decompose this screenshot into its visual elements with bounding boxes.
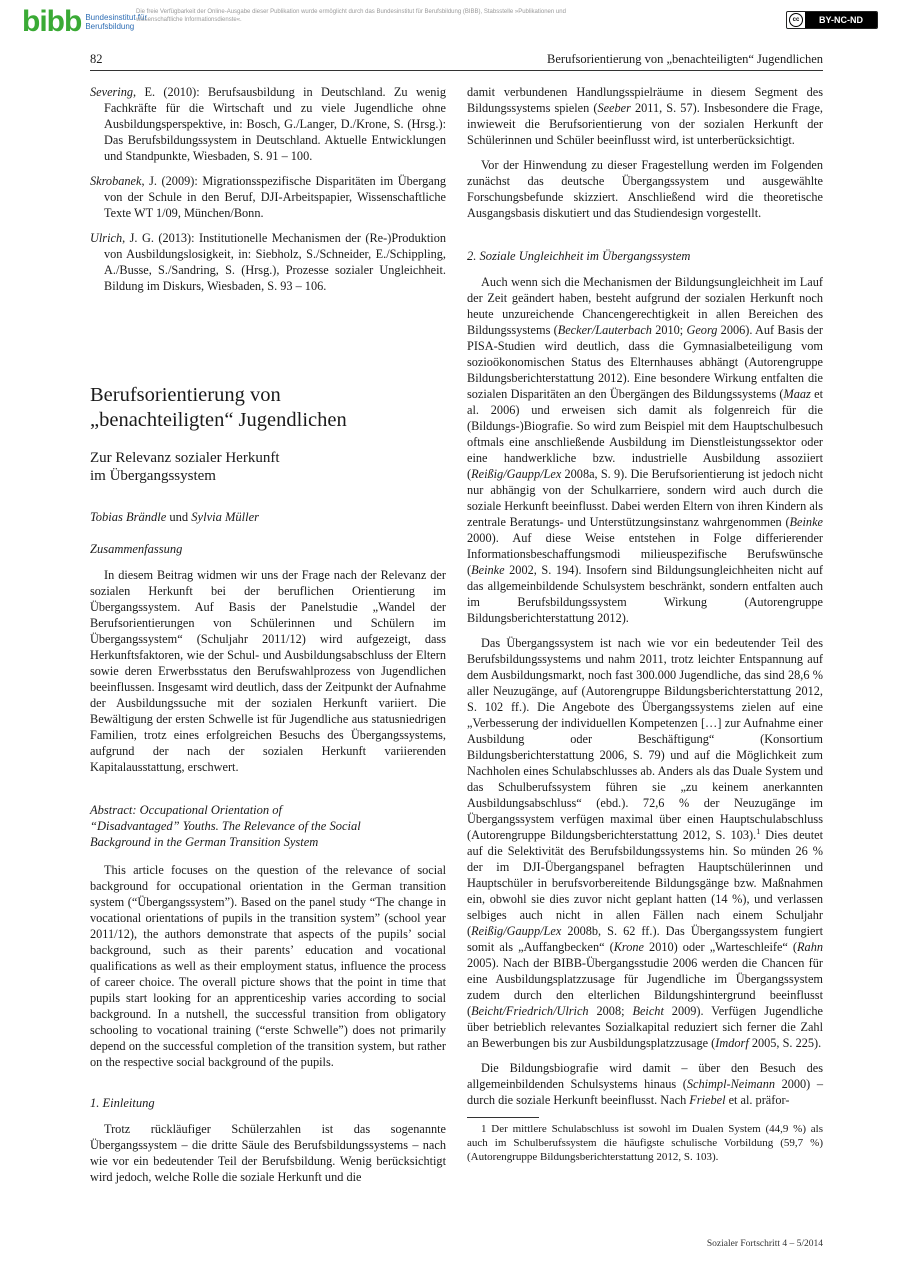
citation: Georg [686, 323, 718, 337]
reference-item [90, 84, 446, 164]
reference-text: , J. G. (2013): Institutionelle Mechanismen der (Re-)Produktion von Ausbildungslosigkeit, in: Siebholz, S./Schneider, E./Schippling, A./Busse, S./Sandring, S. (Hrsg.), Prozesse sozialer Ungleichheit. Bildung im Diskurs, Wiesbaden, S. 93 – 106. [104, 231, 446, 293]
body-paragraph: Vor der Hinwendung zu dieser Fragestellung werden im Folgenden zunächst das deutsche Übergangssystem und ausgewählte Forschungsbefunde skizziert. Anschließend wird die theoretische Ausgangsbasis diskutiert und das Studiendesign vorgestellt. [467, 158, 823, 220]
citation: Seeber [597, 101, 631, 115]
text-run: Auch wenn sich die Mechanismen der Bildungsungleichheit im Lauf der Zeit geändert haben, besteht aufgrund der sozialen Herkunft noch heute unzureichende Chancengerechtigkeit in allen Bereichen des Bildungssystems ( [467, 275, 823, 337]
abstract-heading-line-3: Background in the German Transition System [90, 835, 319, 849]
citation: Maaz [783, 387, 811, 401]
footnote [467, 1122, 823, 1164]
logo-line-1: Bundesinstitut für [85, 13, 148, 22]
abstract-text: This article focuses on the question of the relevance of social background for occupational orientation in the German transition system (“Übergangssystem”). Based on the panel study “The change in vocational orientations of pupils in the transition system” (school year 2011/12), the authors demonstrate that aspects of the pupils’ social background, such as their parents’ education and vocational qualifications as well as their employment status, influence the process of career choice. The overall picture shows that the point in time that pupils start looking for an apprenticeship varies according to social background. In a nutshell, the successful transition from obligatory schooling to vocational training (“erste Schwelle”) does not primarily depend on the successful completion of the transition system, but rather on the respective social background of the pupils. [90, 863, 446, 1069]
creative-commons-icon [787, 12, 805, 28]
footnote-divider [467, 1117, 539, 1118]
citation: Krone [613, 940, 645, 954]
text-run: 2008; [588, 1004, 633, 1018]
journal-footer: Sozialer Fortschritt 4 – 5/2014 [706, 1239, 823, 1249]
section-heading: 1. Einleitung [90, 1096, 155, 1110]
right-column [467, 84, 823, 1164]
section-heading: 2. Soziale Ungleichheit im Übergangssystem [467, 249, 691, 263]
citation: Beinke [789, 515, 823, 529]
running-title: Berufsorientierung von „benachteiligten“ Jugendlichen [547, 52, 823, 66]
text-run: Das Übergangssystem ist nach wie vor ein bedeutender Teil des Berufsbildungssystems und nahm 2011, trotz leichter Entspannung auf dem Ausbildungsmarkt, noch fast 300.000 Jugendliche, das sind 28,6 % aller Neuzugänge, auf (Autorengruppe Bildungsberichterstattung 2012, S. 102 ff.). Die Angebote des Übergangssystems zielen auf eine „Verbesserung der individuellen Kompetenzen […] zur Aufnahme einer Ausbildung oder Beschäftigung“ (Konsortium Bildungsberichterstattung 2006, S. 79) und auf die Möglichkeit zum Nachholen eines Schulabschlusses ab. Anders als das Duale System und das Schulberufssystem führen sie „zu keinem anerkannten Ausbildungsabschluss“ (ebd.). 72,6 % der Neuzugänge im Übergangssystem verfügen maximal über einen Hauptschulabschluss (Autorengruppe Bildungsberichterstattung 2012, S. 103). [467, 636, 823, 842]
logo-mark: bibb [22, 5, 82, 38]
abstract-heading-line-1: Abstract: Occupational Orientation of [90, 803, 282, 817]
body-paragraph [467, 274, 823, 626]
author-conjunction: und [166, 510, 192, 524]
body-paragraph [467, 84, 823, 148]
article-title-line-2: „benachteiligten“ Jugendlichen [90, 409, 347, 431]
text-run: 2005). Nach der BIBB-Übergangsstudie 2006 werden die Chancen für eine Ausbildungsplatzzusage für Jugendliche im Übergangssystem zudem durch den elterlichen Bildungshintergrund beeinflusst ( [467, 956, 823, 1018]
citation: Becker/Lauterbach [557, 323, 652, 337]
reference-author: Skrobanek [90, 174, 142, 188]
text-run: Dies deutet auf die Selektivität des Berufsbildungssystems hin. So münden 26 % der im DJI-Übergangspanel befragten Hauptschülerinnen und Hauptschüler in berufsvorbereitende Bildungsgänge bzw. Maßnahmen ein, obwohl sie dies zuvor nicht geplant hatten (14 %), und verlassen selbiges auch nicht in allen Fällen nach einem Schuljahr ( [467, 828, 823, 938]
text-run: 2010) oder „Warteschleife“ ( [644, 940, 798, 954]
citation: Imdorf [715, 1036, 749, 1050]
cc-icon-label: cc [789, 13, 803, 27]
footnote-text: Der mittlere Schulabschluss ist sowohl im Dualen System (44,9 %) als auch im Schulberufssystem die häufigste schulische Vorbildung (59,7 %) (Autorengruppe Bildungsberichterstattung 2012, S. 103). [467, 1123, 823, 1163]
article-title-line-1: Berufsorientierung von [90, 384, 281, 406]
article-subtitle [90, 449, 446, 485]
text-run: 2002, S. 194). Insofern sind Bildungsungleichheiten nicht auf das allgemeinbildende Schulsystem beschränkt, sondern entfalten auch im Berufsbildungssystem Wirkung (Autorengruppe Bildungsberichterstattung 2012). [467, 563, 823, 625]
text-run: 2000) – durch die soziale Herkunft beeinflusst. Nach [467, 1077, 823, 1107]
citation: Beicht [632, 1004, 664, 1018]
body-paragraph [467, 635, 823, 1051]
reference-text: , J. (2009): Migrationsspezifische Disparitäten im Übergang von der Schule in den Beruf, DJI-Arbeitspapier, Wissenschaftliche Texte WT 1/09, München/Bonn. [104, 174, 446, 220]
license-badge[interactable] [786, 11, 878, 29]
text-run: et al. 2006) und erweisen sich damit als folgenreich für die (Bildungs-)Biografie. So wird zum Beispiel mit dem Hauptschulbesuch oftmals eine anschließende Ausbildung im Dienstleistungssektor oder eine handwerkliche bzw. industrielle Ausbildung assoziiert ( [467, 387, 823, 481]
summary-heading: Zusammenfassung [90, 542, 183, 556]
reference-author: Severing [90, 85, 134, 99]
reference-item [90, 230, 446, 294]
body-paragraph: Trotz rückläufiger Schülerzahlen ist das sogenannte Übergangssystem – die dritte Säule des Berufsbildungssystems – nach wie vor ein bedeutender Teil der Berufsbildung. Wenig berücksichtigt wird jedoch, welche Rolle die soziale Herkunft und die [90, 1122, 446, 1184]
footnote-ref[interactable]: 1 [756, 826, 761, 836]
reference-author: Ulrich [90, 231, 123, 245]
top-bar [0, 0, 900, 44]
citation: Beicht/Friedrich/Ulrich [471, 1004, 589, 1018]
page-number: 82 [90, 52, 103, 66]
running-header [90, 52, 823, 71]
text-run: 2009). Verfügen Jugendliche über betrieblich relevantes Sozialkapital reduziert sich ferner die Zahl an Bewerbungen bis zur Ausbildungsplatzzusage ( [467, 1004, 823, 1050]
text-run: Die Bildungsbiografie wird damit – über den Besuch des allgemeinbildenden Schulsystems hinaus ( [467, 1061, 823, 1091]
citation: Schimpl-Neimann [686, 1077, 775, 1091]
citation: Reißig/Gaupp/Lex [471, 467, 562, 481]
availability-notice: Die freie Verfügbarkeit der Online-Ausgabe dieser Publikation wurde ermöglicht durch das Bundesinstitut für Berufsbildung (BIBB), Stabsstelle »Publikationen und wissenschaftliche Informationsdienste«. [136, 9, 566, 23]
license-label: BY-NC-ND [805, 12, 877, 28]
article-subtitle-line-1: Zur Relevanz sozialer Herkunft [90, 450, 280, 466]
author-name: Tobias Brändle [90, 510, 167, 524]
citation: Reißig/Gaupp/Lex [471, 924, 562, 938]
citation: Friebel [689, 1093, 726, 1107]
text-run: 2008b, S. 62 ff.). Das Übergangssystem fungiert somit als „Auffangbecken“ ( [467, 924, 823, 954]
text-run: et al. präfor- [725, 1093, 790, 1107]
text-run: 2006). Auf Basis der PISA-Studien wird deutlich, dass die Gymnasialbeteiligung vom sozioökonomischen Status des Elternhauses abhängt (Autorengruppe Bildungsberichterstattung 2012). Eine besondere Wirkung entfalten die sozialen Disparitäten an den Übergängen des Bildungssystems ( [467, 323, 823, 401]
authors [90, 509, 446, 525]
text-run: 2000). Auf diese Weise entstehen in Folge differierender Informationsbeschaffungsmodi milieuspezifische Berufswünsche ( [467, 531, 823, 577]
abstract-heading [90, 802, 446, 850]
citation: Rahn [797, 940, 823, 954]
text-run: 2011, S. 57). Insbesondere die Frage, inwieweit die Berufsorientierung von der sozialen Herkunft der Schülerinnen und Schüler beeinflusst wird, ist unterberücksichtigt. [467, 101, 823, 147]
article-title [90, 383, 446, 433]
body-paragraph [467, 1060, 823, 1108]
text-run: 2005, S. 225). [748, 1036, 822, 1050]
footnote-number: 1 [481, 1123, 487, 1135]
left-column [90, 84, 446, 1194]
article-subtitle-line-2: im Übergangssystem [90, 468, 216, 484]
text-run: damit verbundenen Handlungsspielräume in diesem Segment des Bildungssystems spielen ( [467, 85, 823, 115]
text-run: 2008a, S. 9). Die Berufsorientierung ist jedoch nicht nur abhängig von der Schulkarriere, sondern wird auch durch die soziale Herkunft beeinflusst. Dabei werden Eltern von ihren Kindern als zentrale Beratungs- und Unterstützungsinstanz wahrgenommen ( [467, 467, 823, 529]
abstract-heading-line-2: “Disadvantaged” Youths. The Relevance of the Social [90, 819, 361, 833]
author-name: Sylvia Müller [191, 510, 259, 524]
reference-item [90, 173, 446, 221]
citation: Beinke [471, 563, 505, 577]
reference-text: , E. (2010): Berufsausbildung in Deutschland. Zu wenig Fachkräfte für die Wirtschaft und zu viele Jugendliche ohne Ausbildungsperspektive, in: Bosch, G./Langer, D./Krone, S. (Hrsg.): Das Berufsbildungssystem in Deutschland. Aktuelle Entwicklungen und Standpunkte, Wiesbaden, S. 91 – 100. [104, 85, 446, 163]
text-run: 2010; [651, 323, 687, 337]
logo-line-2: Berufsbildung [85, 22, 135, 31]
summary-text: In diesem Beitrag widmen wir uns der Frage nach der Relevanz der sozialen Herkunft bei der beruflichen Orientierung im Übergangssystem. Auf Basis der Panelstudie „Wandel der Berufsorientierungen von Schülerinnen und Schülern im Übergangssystem“ (Schuljahr 2011/12) wird aufgezeigt, dass Herkunftsfaktoren, wie der Schul- und Ausbildungsabschluss der Eltern sowie deren Erwerbsstatus den Berufswahlprozess von Jugendlichen beeinflussen. Insgesamt wird deutlich, dass der Zeitpunkt der Aufnahme der Ausbildungssuche mit der sozialen Herkunft variiert. Die Bewältigung der ersten Schwelle ist für Jugendliche aus statusniedrigen Familien, trotz eines erfolgreichen Besuchs des Übergangssystems, aufgrund der nach der sozialen Herkunft variierenden Kapitalausstattung, erschwert. [90, 568, 446, 774]
